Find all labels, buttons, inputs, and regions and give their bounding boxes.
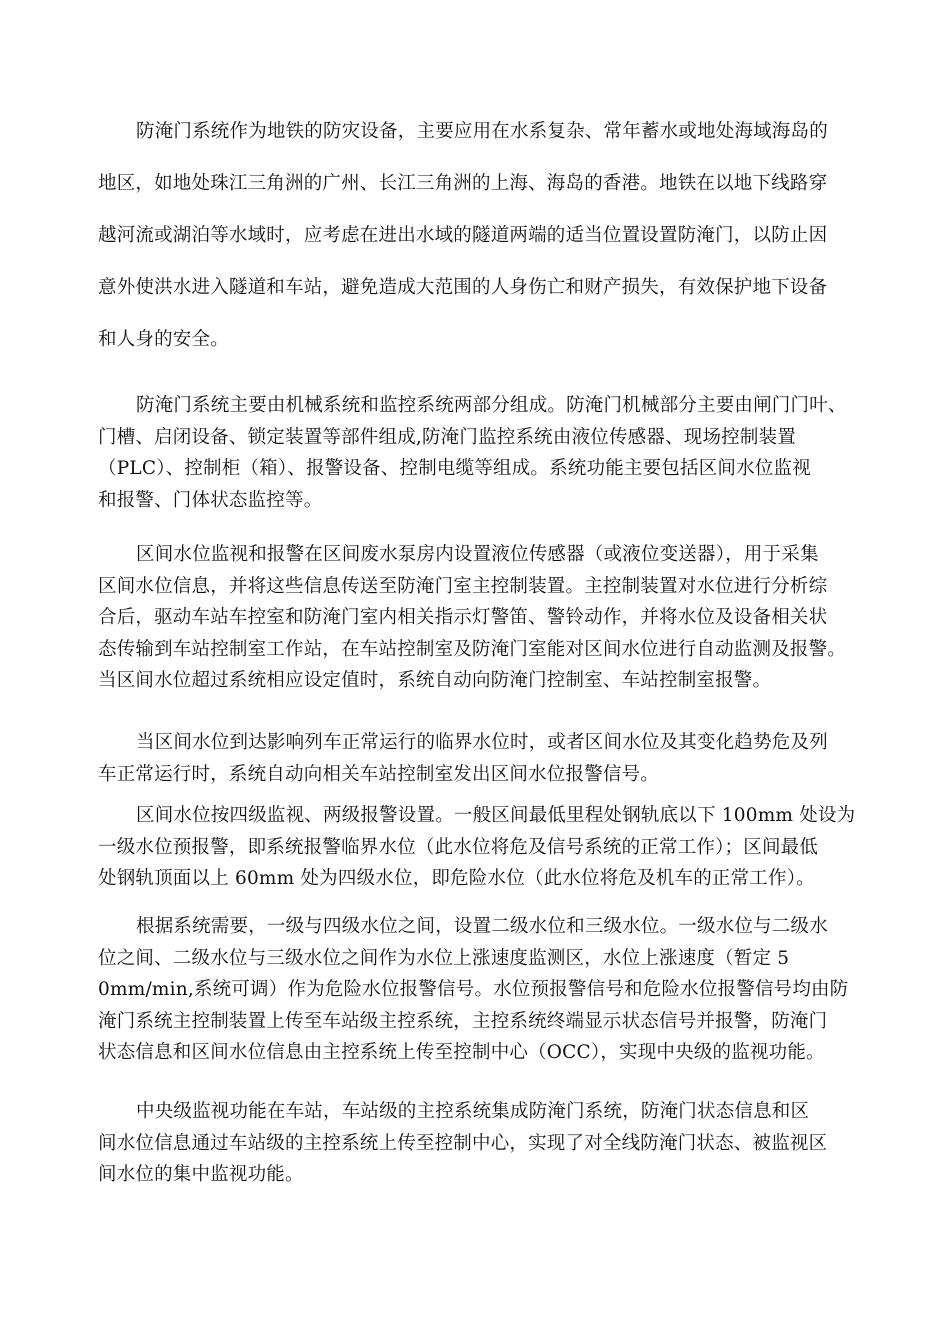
text-line: 间水位的集中监视功能。	[98, 1164, 304, 1185]
text-line: 防淹门系统作为地铁的防灾设备，主要应用在水系复杂、常年蓄水或地处海域海岛的	[136, 121, 828, 142]
text-line: （PLC）、控制柜（箱）、报警设备、控制电缆等组成。系统功能主要包括区间水位监视	[98, 458, 811, 479]
text-line: 和报警、门体状态监控等。	[98, 489, 323, 511]
paragraph-critical-level	[98, 727, 850, 790]
paragraph-composition	[98, 390, 850, 516]
text-line: 车正常运行时，系统自动向相关车站控制室发出区间水位报警信号。	[98, 763, 660, 785]
text-line: 防淹门系统主要由机械系统和监控系统两部分组成。防淹门机械部分主要由闸门门叶、	[136, 395, 847, 416]
text-line: 当区间水位到达影响列车正常运行的临界水位时，或者区间水位及其变化趋势危及列	[136, 732, 828, 753]
text-line: 一级水位预报警，即系统报警临界水位（此水位将危及信号系统的正常工作）；区间最低	[98, 836, 819, 858]
text-line: 状态信息和区间水位信息由主控系统上传至控制中心（OCC），实现中央级的监视功能。	[98, 1042, 825, 1063]
paragraph-four-levels	[98, 800, 856, 895]
text-line: 区间水位监视和报警在区间废水泵房内设置液位传感器（或液位变送器），用于采集	[136, 544, 819, 565]
text-line: 区间水位信息，并将这些信息传送至防淹门室主控制装置。主控制装置对水位进行分析综	[98, 575, 828, 597]
text-line: 意外使洪水进入隧道和车站，避免造成大范围的人身伤亡和财产损失，有效保护地下设备	[98, 277, 828, 298]
text-line: 根据系统需要，一级与四级水位之间，设置二级水位和三级水位。一级水位与二级水	[136, 916, 828, 937]
text-line: 淹门系统主控制装置上传至车站级主控系统，主控系统终端显示状态信号并报警，防淹门	[98, 1010, 828, 1032]
text-line: 门槽、启闭设备、锁定装置等部件组成,防淹门监控系统由液位传感器、现场控制装置	[98, 426, 796, 448]
text-line: 合后，驱动车站车控室和防淹门室内相关指示灯警笛、警铃动作，并将水位及设备相关状	[98, 607, 828, 628]
text-line: 地区，如地处珠江三角洲的广州、长江三角洲的上海、海岛的香港。地铁在以地下线路穿	[98, 173, 828, 194]
text-line: 越河流或湖泊等水域时，应考虑在进出水域的隧道两端的适当位置设置防淹门，以防止因	[98, 225, 828, 246]
paragraph-water-monitoring	[98, 539, 850, 697]
text-line: 处钢轨顶面以上 60mm 处为四级水位，即危险水位（此水位将危及机车的正常工作）。	[98, 868, 815, 889]
text-line: 0mm/min,系统可调）作为危险水位报警信号。水位预报警信号和危险水位报警信号均由防	[98, 979, 849, 1000]
paragraph-intro	[98, 106, 850, 366]
text-line: 态传输到车站控制室工作站，在车站控制室及防淹门室能对区间水位进行自动监测及报警。	[98, 638, 847, 660]
text-line: 当区间水位超过系统相应设定值时，系统自动向防淹门控制室、车站控制室报警。	[98, 670, 772, 691]
text-line: 和人身的安全。	[98, 329, 229, 350]
text-line: 位之间、二级水位与三级水位之间作为水位上涨速度监测区，水位上涨速度（暂定 5	[98, 947, 790, 969]
text-line: 区间水位按四级监视、两级报警设置。一般区间最低里程处钢轨底以下 100mm 处设为	[136, 805, 856, 826]
text-line: 中央级监视功能在车站，车站级的主控系统集成防淹门系统，防淹门状态信息和区	[136, 1101, 810, 1122]
text-line: 间水位信息通过车站级的主控系统上传至控制中心，实现了对全线防淹门状态、被监视区	[98, 1132, 828, 1154]
paragraph-central-monitoring	[98, 1096, 850, 1191]
paragraph-level-settings	[98, 911, 850, 1069]
